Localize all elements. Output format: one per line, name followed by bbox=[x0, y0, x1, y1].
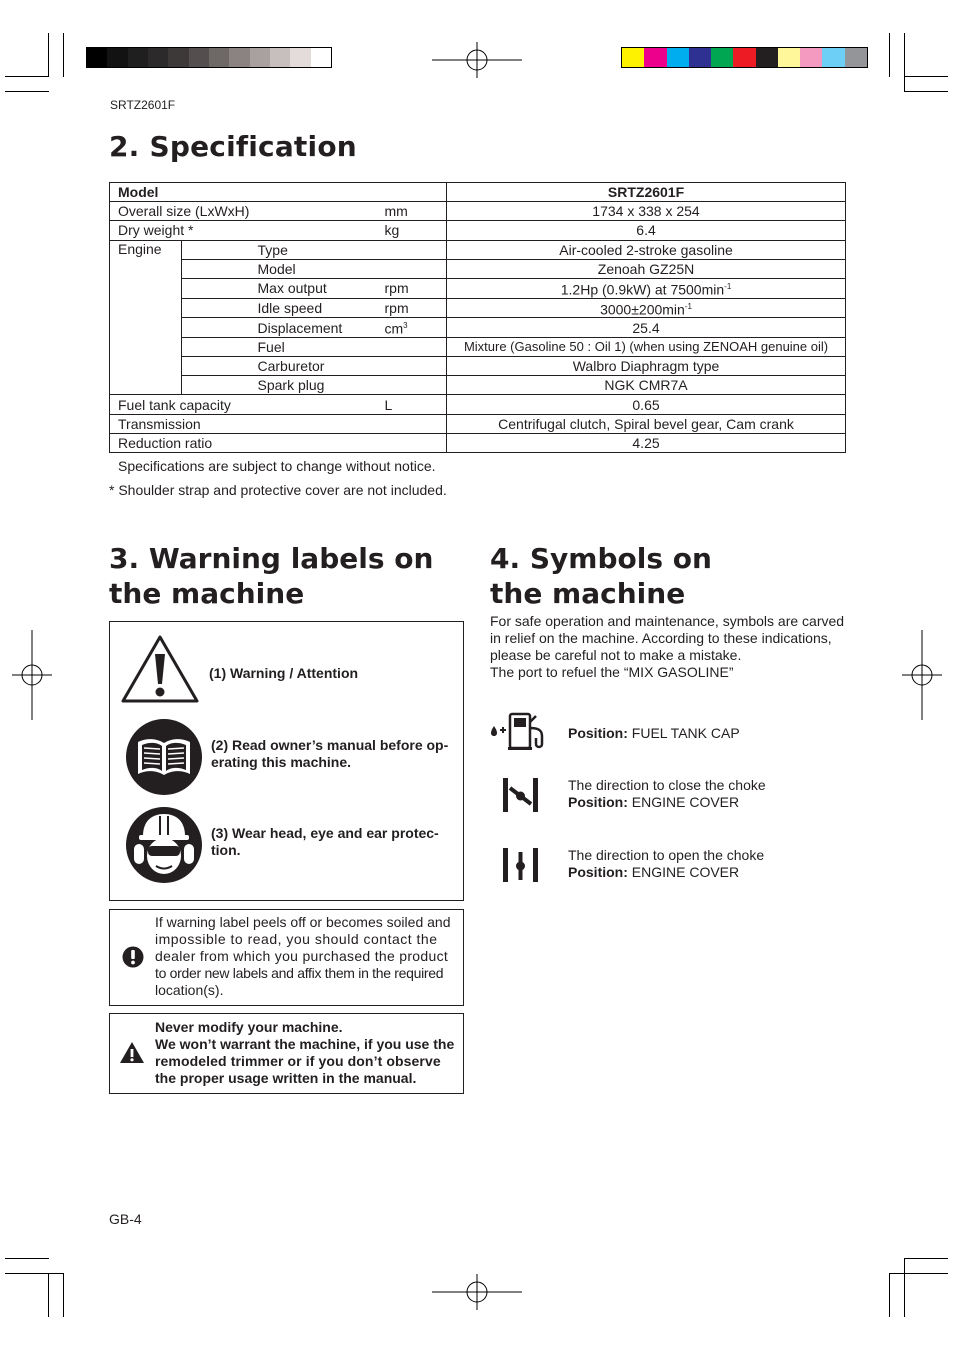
row-value bbox=[447, 278, 846, 298]
row-unit bbox=[377, 318, 447, 338]
position-value: ENGINE COVER bbox=[631, 794, 740, 810]
row-unit: rpm bbox=[377, 298, 447, 318]
unit-text: cm bbox=[384, 320, 404, 337]
label-line: tion. bbox=[211, 842, 241, 858]
row-label: Idle speed bbox=[250, 298, 377, 318]
row-unit: L bbox=[377, 395, 447, 414]
spec-note-strap: * Shoulder strap and protective cover are not included. bbox=[109, 482, 447, 498]
row-value: 6.4 bbox=[447, 221, 846, 240]
engine-spacer bbox=[182, 357, 250, 376]
table-row bbox=[110, 278, 846, 298]
warning-label-2 bbox=[211, 737, 448, 771]
value-text: 1.2Hp (0.9kW) at 7500min bbox=[560, 281, 725, 298]
document-id: SRTZ2601F bbox=[110, 98, 176, 112]
title-line: the machine bbox=[490, 577, 686, 610]
section-title-warning-labels bbox=[109, 541, 433, 611]
symbols-intro bbox=[490, 613, 844, 681]
registration-mark-top bbox=[430, 40, 524, 80]
grayscale-swatch bbox=[290, 48, 310, 67]
registration-mark-bottom bbox=[430, 1272, 524, 1312]
row-label: Reduction ratio bbox=[110, 433, 447, 452]
table-row bbox=[110, 298, 846, 318]
row-value: Mixture (Gasoline 50 : Oil 1) (when using ZENOAH genuine oil) bbox=[447, 337, 846, 356]
color-swatch bbox=[689, 48, 711, 67]
table-row bbox=[110, 395, 846, 414]
specification-table bbox=[109, 182, 846, 453]
row-value: Walbro Diaphragm type bbox=[447, 357, 846, 376]
row-value: NGK CMR7A bbox=[447, 376, 846, 395]
grayscale-swatch bbox=[209, 48, 229, 67]
position-label: Position: bbox=[568, 794, 628, 810]
engine-spacer bbox=[182, 240, 250, 259]
row-label: Carburetor bbox=[250, 357, 377, 376]
notice-text bbox=[155, 914, 455, 999]
label-line: erating this machine. bbox=[211, 754, 352, 770]
color-swatch bbox=[822, 48, 844, 67]
color-swatch bbox=[733, 48, 755, 67]
position-label: Position: bbox=[568, 725, 628, 741]
header-label: Model bbox=[110, 183, 447, 202]
intro-line: please be careful not to make a mistake. bbox=[490, 647, 742, 663]
title-line: 3. Warning labels on bbox=[109, 542, 434, 575]
notice-line: location(s). bbox=[155, 982, 224, 998]
section-title-specification: 2. Specification bbox=[109, 130, 357, 163]
row-value bbox=[447, 298, 846, 318]
choke-close-icon bbox=[500, 776, 542, 814]
row-label: Overall size (LxWxH) bbox=[110, 202, 377, 221]
grayscale-swatch bbox=[128, 48, 148, 67]
symbol-3-text bbox=[568, 847, 764, 881]
read-manual-icon bbox=[124, 718, 204, 796]
row-label: Model bbox=[250, 259, 377, 278]
row-value: 0.65 bbox=[447, 395, 846, 414]
caution-line: Never modify your machine. bbox=[155, 1019, 343, 1035]
grayscale-swatch bbox=[229, 48, 249, 67]
table-row bbox=[110, 376, 846, 395]
row-label: Dry weight * bbox=[110, 221, 377, 240]
intro-line: The port to refuel the “MIX GASOLINE” bbox=[490, 664, 734, 680]
row-unit bbox=[377, 376, 447, 395]
warning-label-1: (1) Warning / Attention bbox=[209, 665, 359, 681]
table-row bbox=[110, 357, 846, 376]
row-value: 4.25 bbox=[447, 433, 846, 452]
table-row bbox=[110, 337, 846, 356]
caution-text bbox=[155, 1019, 454, 1087]
caution-line: remodeled trimmer or if you don’t observe bbox=[155, 1053, 441, 1069]
caution-line: We won’t warrant the machine, if you use the bbox=[155, 1036, 455, 1052]
engine-spacer bbox=[182, 376, 250, 395]
registration-mark-left bbox=[10, 628, 54, 722]
row-label: Fuel bbox=[250, 337, 377, 356]
table-row bbox=[110, 259, 846, 278]
exclamation-circle-icon bbox=[122, 946, 144, 968]
symbol-description: The direction to close the choke bbox=[568, 777, 766, 793]
head-eye-ear-protection-icon bbox=[124, 806, 204, 884]
color-swatch bbox=[845, 48, 867, 67]
title-line: 4. Symbols on bbox=[490, 542, 712, 575]
color-swatch bbox=[644, 48, 666, 67]
row-unit: rpm bbox=[377, 278, 447, 298]
color-swatch bbox=[711, 48, 733, 67]
color-bar bbox=[621, 47, 868, 68]
caution-line: the proper usage written in the manual. bbox=[155, 1070, 417, 1086]
grayscale-swatch bbox=[168, 48, 188, 67]
grayscale-swatch bbox=[270, 48, 290, 67]
engine-spacer bbox=[182, 259, 250, 278]
engine-spacer bbox=[182, 337, 250, 356]
label-line: (2) Read owner’s manual before op- bbox=[211, 737, 449, 753]
row-value: Zenoah GZ25N bbox=[447, 259, 846, 278]
symbol-1-text bbox=[568, 725, 740, 742]
row-value: 1734 x 338 x 254 bbox=[447, 202, 846, 221]
header-value: SRTZ2601F bbox=[447, 183, 846, 202]
symbol-2-text bbox=[568, 777, 766, 811]
color-swatch bbox=[800, 48, 822, 67]
table-row bbox=[110, 433, 846, 452]
table-row bbox=[110, 183, 846, 202]
color-swatch bbox=[756, 48, 778, 67]
superscript: -1 bbox=[724, 281, 732, 291]
warning-triangle-icon bbox=[120, 634, 200, 704]
modification-caution bbox=[109, 1013, 464, 1094]
row-unit bbox=[377, 357, 447, 376]
row-unit: mm bbox=[377, 202, 447, 221]
fuel-pump-mix-icon bbox=[490, 712, 548, 752]
intro-line: in relief on the machine. According to these indications, bbox=[490, 630, 832, 646]
color-swatch bbox=[778, 48, 800, 67]
position-value: ENGINE COVER bbox=[631, 864, 740, 880]
warning-label-3 bbox=[211, 825, 439, 859]
row-value: Air-cooled 2-stroke gasoline bbox=[447, 240, 846, 259]
row-label: Spark plug bbox=[250, 376, 377, 395]
row-label: Displacement bbox=[250, 318, 377, 338]
notice-line: impossible to read, you should contact the bbox=[155, 931, 438, 947]
grayscale-swatch bbox=[189, 48, 209, 67]
label-line: (3) Wear head, eye and ear protec- bbox=[211, 825, 439, 841]
intro-line: For safe operation and maintenance, symbols are carved bbox=[490, 613, 845, 629]
row-unit bbox=[377, 259, 447, 278]
grayscale-swatch bbox=[107, 48, 127, 67]
table-row bbox=[110, 414, 846, 433]
symbol-description: The direction to open the choke bbox=[568, 847, 765, 863]
table-row bbox=[110, 318, 846, 338]
engine-spacer bbox=[182, 298, 250, 318]
row-unit bbox=[377, 240, 447, 259]
row-label: Transmission bbox=[110, 414, 447, 433]
grayscale-swatch bbox=[148, 48, 168, 67]
grayscale-swatch bbox=[87, 48, 107, 67]
position-value: FUEL TANK CAP bbox=[631, 725, 740, 741]
color-swatch bbox=[622, 48, 644, 67]
row-label: Fuel tank capacity bbox=[110, 395, 377, 414]
section-title-symbols bbox=[490, 541, 712, 611]
row-label: Type bbox=[250, 240, 377, 259]
table-row bbox=[110, 202, 846, 221]
row-unit bbox=[377, 337, 447, 356]
table-row bbox=[110, 240, 846, 259]
table-row bbox=[110, 221, 846, 240]
superscript: 3 bbox=[403, 321, 408, 331]
row-label: Max output bbox=[250, 278, 377, 298]
notice-line: dealer from which you purchased the product bbox=[155, 948, 449, 964]
grayscale-swatch bbox=[250, 48, 270, 67]
row-value: Centrifugal clutch, Spiral bevel gear, Cam crank bbox=[447, 414, 846, 433]
warning-labels-box bbox=[109, 621, 464, 901]
caution-triangle-icon bbox=[119, 1041, 145, 1064]
color-swatch bbox=[667, 48, 689, 67]
registration-mark-right bbox=[900, 628, 944, 722]
value-text: 3000±200min bbox=[600, 301, 685, 318]
row-value: 25.4 bbox=[447, 318, 846, 338]
superscript: -1 bbox=[684, 301, 692, 311]
grayscale-swatch bbox=[311, 48, 331, 67]
position-label: Position: bbox=[568, 864, 628, 880]
notice-line: to order new labels and affix them in the required bbox=[155, 965, 444, 981]
choke-open-icon bbox=[500, 846, 542, 884]
engine-spacer bbox=[182, 318, 250, 338]
label-replacement-notice bbox=[109, 909, 464, 1006]
title-line: the machine bbox=[109, 577, 305, 610]
notice-line: If warning label peels off or becomes soiled and bbox=[155, 914, 451, 930]
engine-spacer bbox=[182, 278, 250, 298]
grayscale-bar bbox=[86, 47, 332, 68]
row-unit: kg bbox=[377, 221, 447, 240]
page-number: GB-4 bbox=[109, 1211, 142, 1227]
engine-label: Engine bbox=[110, 240, 182, 395]
spec-note-change: Specifications are subject to change without notice. bbox=[118, 458, 436, 474]
